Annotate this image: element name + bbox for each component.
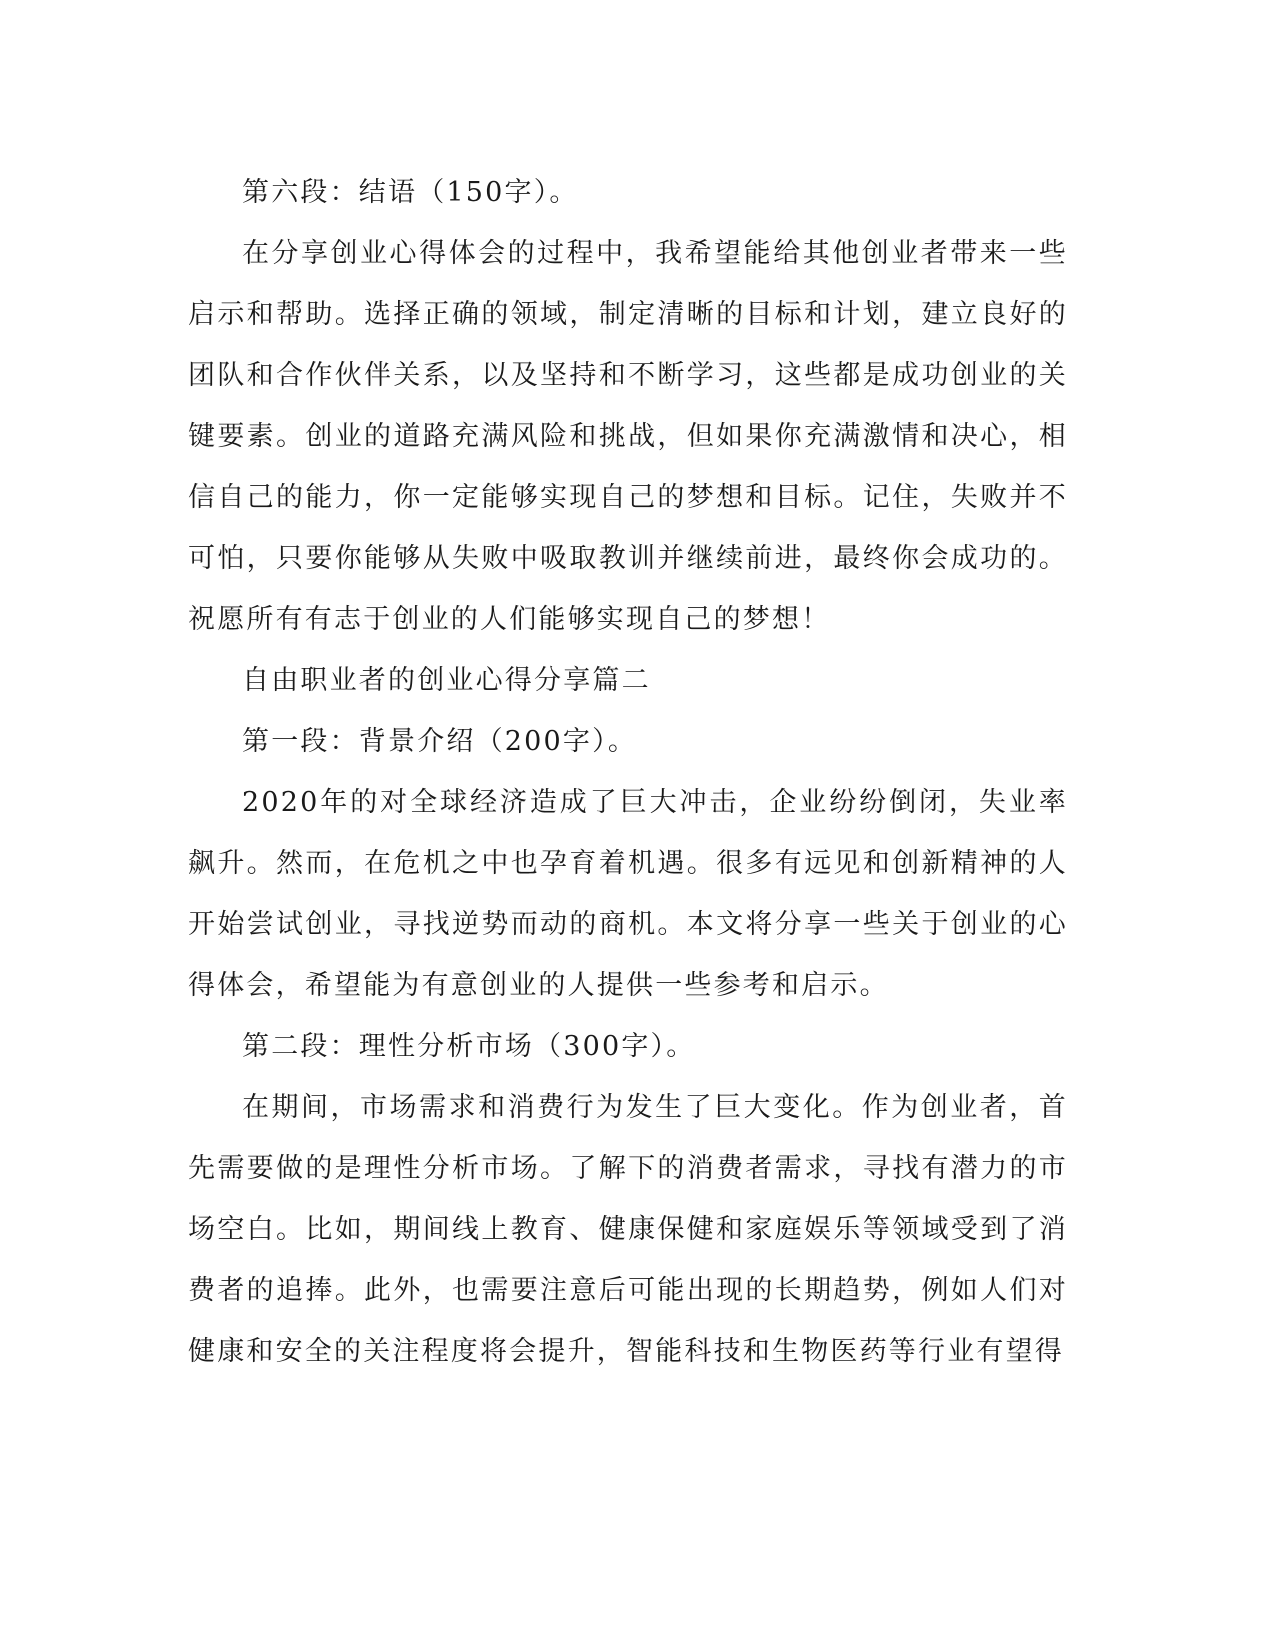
section-heading-market-analysis: 第二段：理性分析市场（300字）。 xyxy=(242,1031,696,1062)
paragraph-background: 2020年的对全球经济造成了巨大冲击，企业纷纷倒闭，失业率飙升。然而，在危机之中也孕育着机遇。很多有远见和创新精神的人开始尝试创业，寻找逆势而动的商机。本文将分享一些关于创业的心得体会，希望能为有意创业的人提供一些参考和启示。 xyxy=(188,787,1068,1001)
section-heading-conclusion: 第六段：结语（150字）。 xyxy=(242,177,579,208)
article-title-part-two: 自由职业者的创业心得分享篇二 xyxy=(242,665,651,696)
document-body xyxy=(188,162,1068,1382)
section-heading-background: 第一段：背景介绍（200字）。 xyxy=(242,726,638,757)
paragraph-market-analysis: 在期间，市场需求和消费行为发生了巨大变化。作为创业者，首先需要做的是理性分析市场。了解下的消费者需求，寻找有潜力的市场空白。比如，期间线上教育、健康保健和家庭娱乐等领域受到了消费者的追捧。此外，也需要注意后可能出现的长期趋势，例如人们对健康和安全的关注程度将会提升，智能科技和生物医药等行业有望得 xyxy=(188,1092,1068,1367)
paragraph-conclusion: 在分享创业心得体会的过程中，我希望能给其他创业者带来一些启示和帮助。选择正确的领域，制定清晰的目标和计划，建立良好的团队和合作伙伴关系，以及坚持和不断学习，这些都是成功创业的关键要素。创业的道路充满风险和挑战，但如果你充满激情和决心，相信自己的能力，你一定能够实现自己的梦想和目标。记住，失败并不可怕，只要你能够从失败中吸取教训并继续前进，最终你会成功的。祝愿所有有志于创业的人们能够实现自己的梦想！ xyxy=(188,238,1068,635)
